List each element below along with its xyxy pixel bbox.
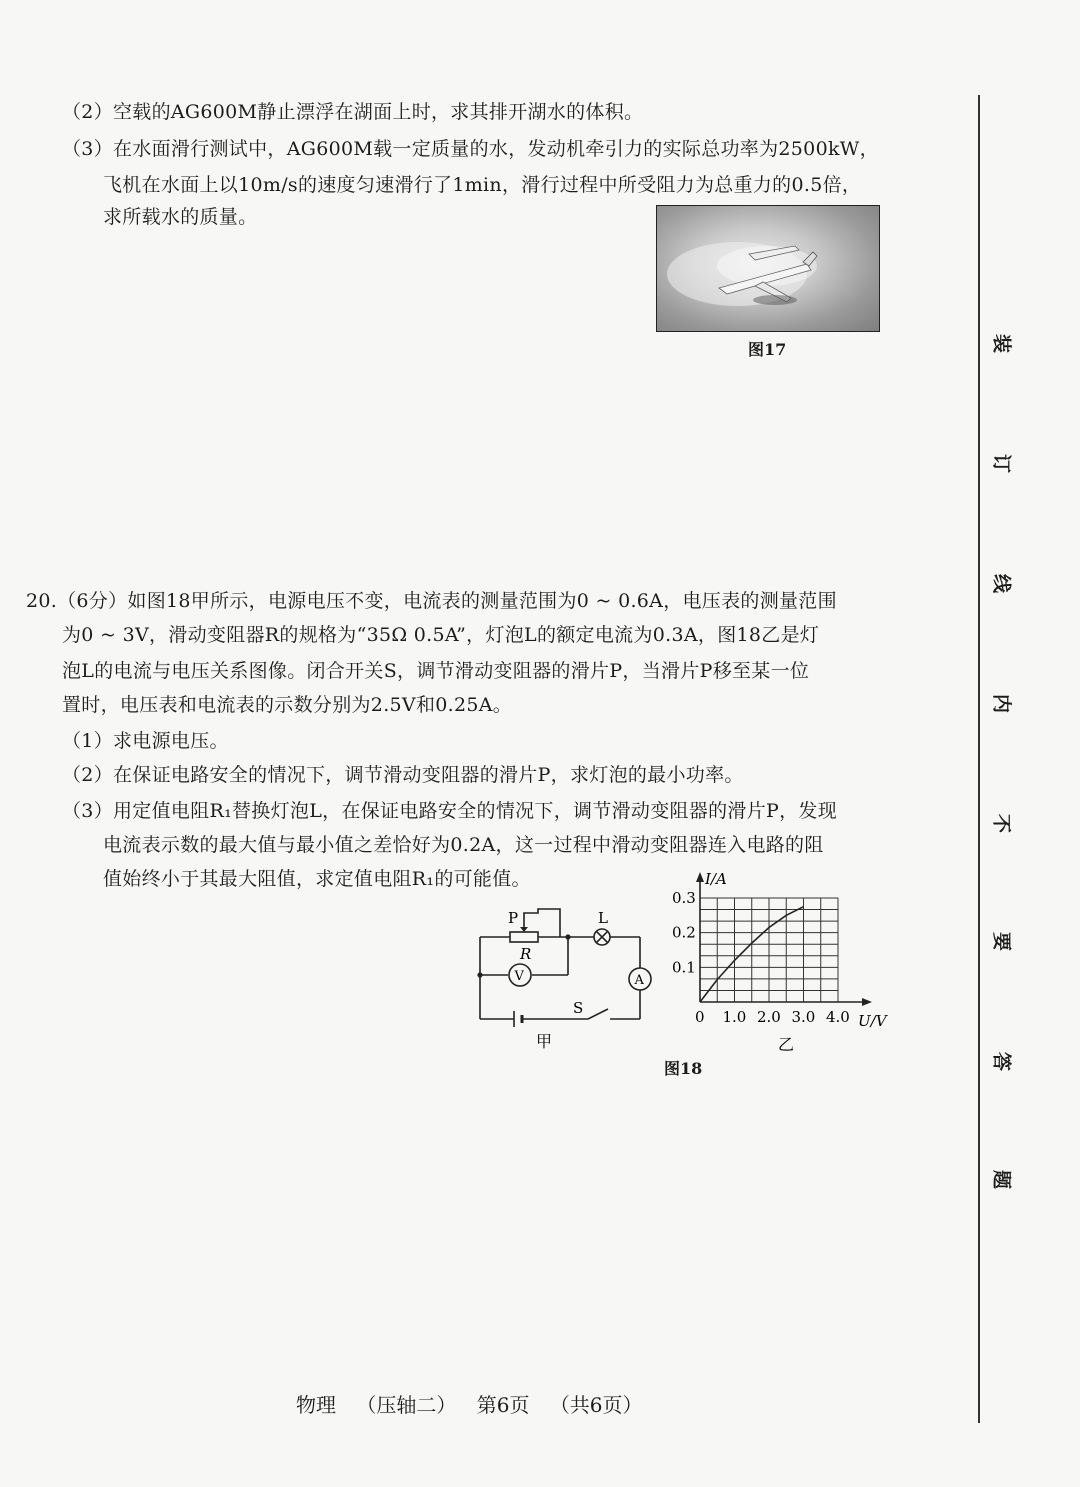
airplane-photo	[656, 205, 880, 332]
q20-part3-line3: 值始终小于其最大阻值，求定值电阻R₁的可能值。	[103, 868, 531, 890]
binding-char: 订	[990, 453, 1013, 473]
footer-total: （共6页）	[549, 1393, 643, 1417]
binding-char: 内	[990, 693, 1013, 713]
footer-subject: 物理	[296, 1393, 336, 1417]
label-r: R	[520, 945, 532, 963]
y-tick-label: 0.2	[672, 923, 696, 942]
x-tick-label: 3.0	[791, 1008, 816, 1026]
y-axis-label: I/A	[705, 870, 727, 888]
circuit-diagram	[470, 905, 660, 1055]
binding-char: 答	[990, 1051, 1013, 1071]
y-tick-label: 0.3	[672, 889, 696, 907]
footer-page: 第6页	[476, 1393, 530, 1417]
binding-char: 线	[990, 573, 1013, 593]
label-l: L	[598, 909, 608, 927]
label-s: S	[573, 999, 584, 1017]
label-v: V	[514, 969, 524, 984]
iu-graph	[660, 868, 900, 1058]
q19-part3-line1: （3）在水面滑行测试中，AG600M载一定质量的水，发动机牵引力的实际总功率为2500kW，	[62, 138, 879, 160]
graph-sublabel: 乙	[778, 1035, 795, 1054]
graph-axes	[696, 872, 872, 1006]
figure18-caption: 图18	[664, 1059, 703, 1078]
q20-line2: 为0 ~ 3V，滑动变阻器R的规格为“35Ω 0.5A”，灯泡L的额定电流为0.3A，图18乙是灯	[62, 624, 820, 646]
label-a: A	[634, 973, 644, 988]
x-tick-label: 1.0	[722, 1008, 747, 1026]
page-footer	[296, 1389, 657, 1418]
binding-char: 题	[990, 1169, 1013, 1189]
seaplane-icon	[657, 206, 879, 331]
q20-line4: 置时，电压表和电流表的示数分别为2.5V和0.25A。	[62, 694, 513, 716]
q19-part3-line3: 求所载水的质量。	[103, 206, 258, 228]
x-tick-label: 4.0	[826, 1008, 850, 1026]
binding-char: 装	[990, 333, 1013, 353]
q20-part3-line2: 电流表示数的最大值与最小值之差恰好为0.2A，这一过程中滑动变阻器连入电路的阻	[103, 834, 824, 856]
q20-line1: 20.（6分）如图18甲所示，电源电压不变，电流表的测量范围为0 ~ 0.6A，电压表的测量范围	[26, 590, 837, 612]
binding-char: 不	[990, 813, 1013, 833]
figure17-caption: 图17	[748, 340, 787, 359]
q20-part3-line1: （3）用定值电阻R₁替换灯泡L，在保证电路安全的情况下，调节滑动变阻器的滑片P，发现	[62, 800, 838, 822]
binding-char: 要	[990, 931, 1013, 951]
q20-line3: 泡L的电流与电压关系图像。闭合开关S，调节滑动变阻器的滑片P，当滑片P移至某一位	[62, 660, 810, 682]
x-arrow-icon	[862, 998, 872, 1006]
q20-part1: （1）求电源电压。	[62, 730, 229, 752]
x-axis-label: U/V	[858, 1012, 887, 1030]
y-arrow-icon	[696, 872, 704, 882]
x-tick-label: 0	[695, 1008, 705, 1026]
label-p: P	[508, 909, 519, 927]
circuit-sublabel: 甲	[536, 1032, 553, 1051]
q20-part2: （2）在保证电路安全的情况下，调节滑动变阻器的滑片P，求灯泡的最小功率。	[62, 764, 744, 786]
q19-part2: （2）空载的AG600M静止漂浮在湖面上时，求其排开湖水的体积。	[62, 101, 644, 123]
graph-grid	[700, 898, 838, 1002]
q19-part3-line2: 飞机在水面上以10m/s的速度匀速滑行了1min，滑行过程中所受阻力为总重力的0.5倍，	[103, 174, 862, 196]
footer-paper: （压轴二）	[356, 1393, 457, 1417]
y-tick-label: 0.1	[672, 958, 696, 977]
x-tick-label: 2.0	[757, 1008, 781, 1026]
binding-line	[978, 95, 980, 1423]
